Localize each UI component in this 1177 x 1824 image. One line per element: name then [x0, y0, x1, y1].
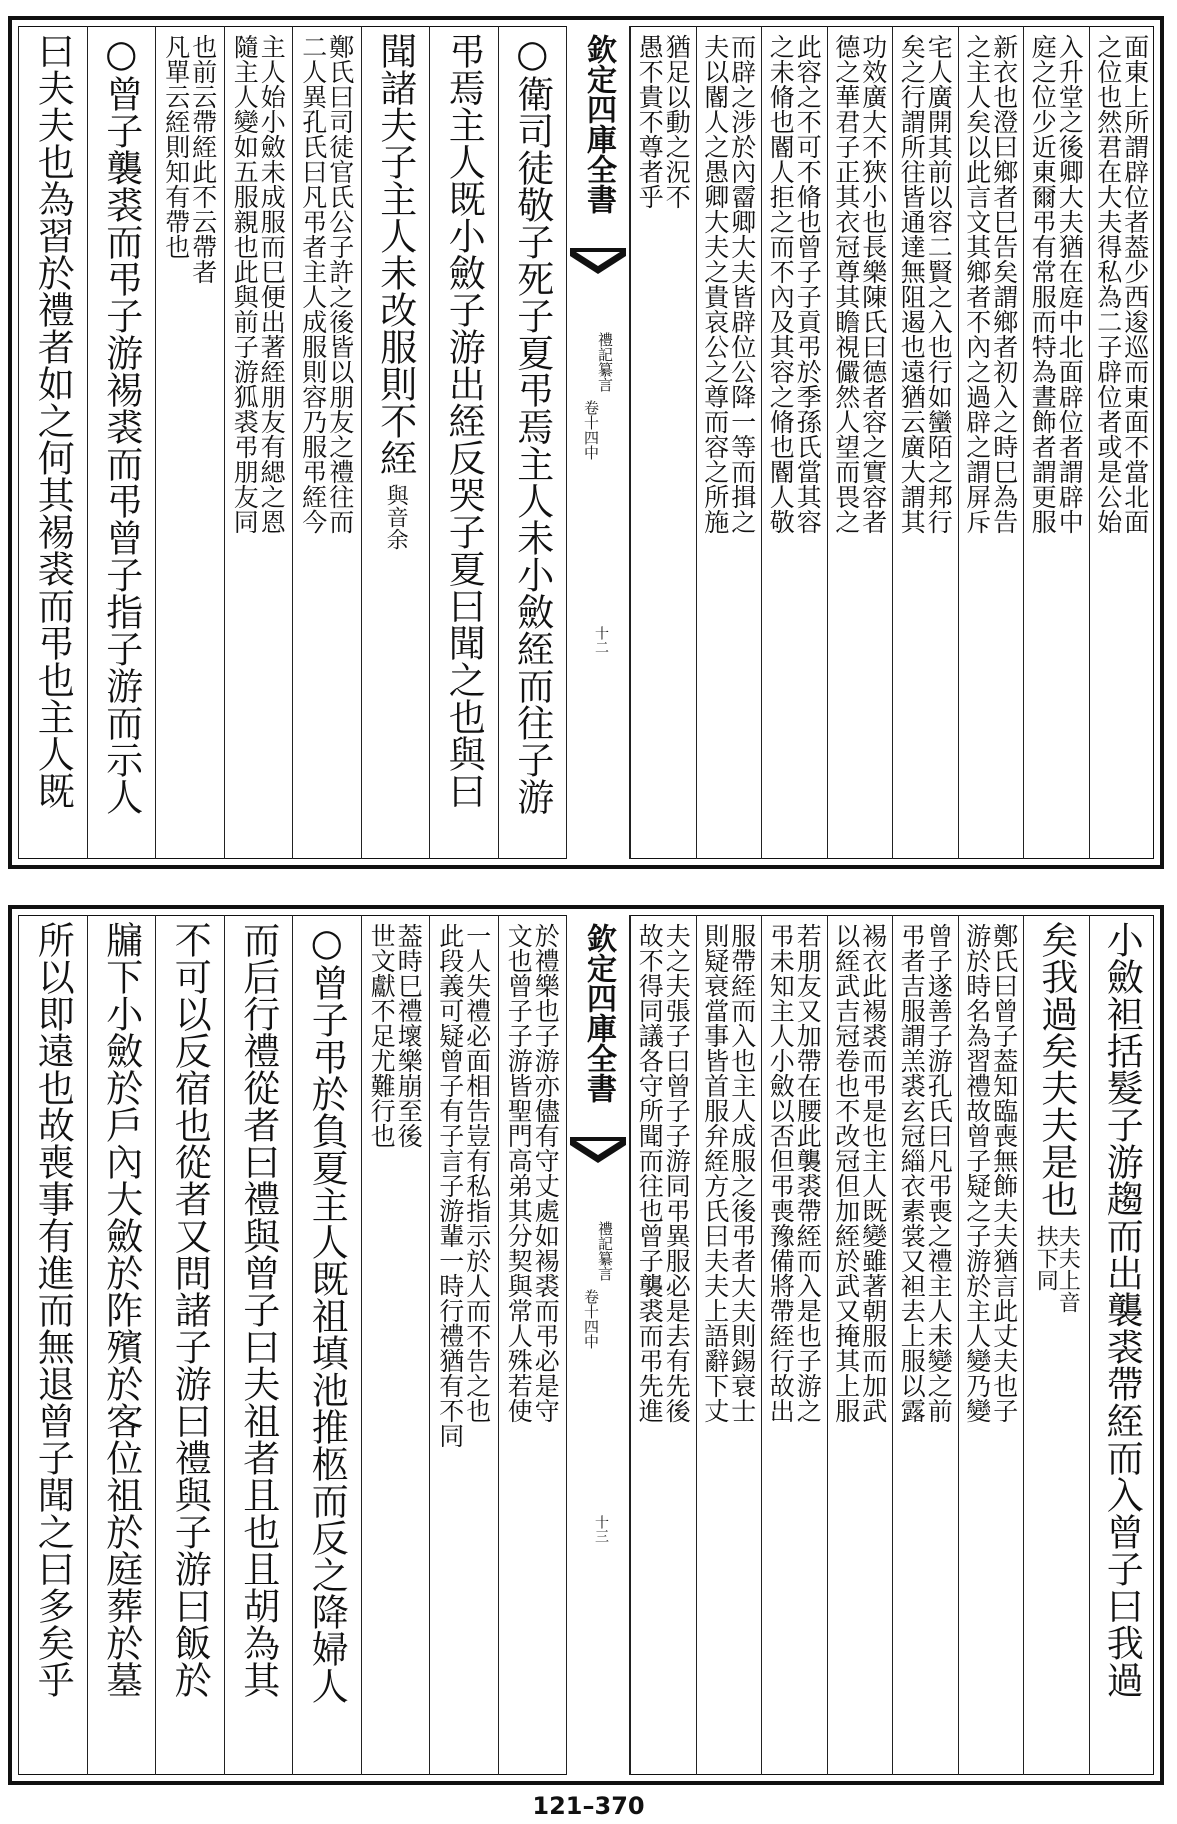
main-text: 聞諸夫子主人未改服則不絰	[373, 32, 417, 476]
top.left_cols-column	[155, 26, 224, 859]
commentary-line: 夫以閽人之愚卿大夫之貴哀公之尊而容之所施	[700, 34, 730, 534]
fish-tail-ornament	[570, 1137, 626, 1163]
top.right_cols-column	[696, 26, 762, 859]
commentary-line: 於禮樂也子游亦儘有守丈處如裼裘而弔必是守	[531, 923, 561, 1423]
top.right_cols-column	[958, 26, 1024, 859]
commentary-line: 夫之夫張子曰曾子子游同弔異服必是去有先後	[662, 923, 692, 1423]
commentary-line: 葢時巳禮壞樂崩至後	[394, 923, 424, 1148]
bottom.right_cols-column	[761, 915, 827, 1775]
commentary-line: 新衣也澄曰鄉者巳告矣謂鄉者初入之時巳為告	[989, 34, 1019, 534]
commentary-line: 若朋友又加帶在腰此襲裘帶絰而入是也子游之	[793, 923, 823, 1423]
bottom.left_cols-column	[155, 915, 224, 1775]
center-gutter-bottom	[566, 915, 630, 1775]
commentary-line: 游於時名為習禮故曾子疑之子游於主人變乃變	[962, 923, 992, 1423]
annotation-text: 夫夫上音扶下同	[1033, 1225, 1081, 1313]
commentary-line: 此段義可疑曾子有子言子游輩一時行禮猶有不同	[435, 923, 465, 1448]
commentary-line: 一人失禮必面相告豈有私指示於人而不告之也	[462, 923, 492, 1423]
commentary-line: 而辟之涉於內霤卿大夫皆辟位公降一等而揖之	[727, 34, 757, 534]
annotation-text: 與音余	[383, 484, 409, 550]
commentary-line: 之主人矣以此言文其鄉者不內之過辟之謂屏斥	[962, 34, 992, 534]
commentary-line: 之位也然君在大夫得私為二子辟位者或是公始	[1093, 34, 1123, 534]
commentary-line: 弔者吉服謂羔裘玄冠緇衣素裳又袒去上服以露	[897, 923, 927, 1423]
commentary-line: 矣之行謂所往皆通達無阻遏也遠猶云廣大謂其	[897, 34, 927, 534]
chapter-label: 卷十四中	[582, 1289, 600, 1349]
commentary-line: 裼衣此裼裘而弔是也主人既變雖著朝服而加武	[858, 923, 888, 1423]
bottom.left_cols-column	[87, 915, 156, 1775]
commentary-line: 入升堂之後卿大夫猶在庭中北面辟位者謂辟中	[1055, 34, 1085, 534]
top.left_cols-column	[498, 26, 567, 859]
main-text: 牖下小斂於戶內大斂於阼殯於客位祖於庭葬於墓	[99, 921, 143, 1698]
main-text: ○曾子弔於負夏主人既祖填池推柩而反之降婦人	[305, 921, 349, 1704]
commentary-line: 此容之不可不脩也曾子子貢弔於季孫氏當其容	[793, 34, 823, 534]
bottom.right_cols-column	[1023, 915, 1089, 1775]
top.left_cols-column	[87, 26, 156, 859]
commentary-line: 則疑衰當事皆首服弁絰方氏曰夫夫上語辭下丈	[700, 923, 730, 1423]
main-text: 矣我過矣夫夫是也	[1034, 921, 1078, 1217]
bottom.right_cols-column	[958, 915, 1024, 1775]
book-name: 禮記纂言	[596, 332, 614, 392]
commentary-line: 曾子遂善子游孔氏曰凡弔喪之禮主人未變之前	[924, 923, 954, 1423]
center-gutter-top	[566, 26, 630, 859]
bottom.right_cols-column	[1089, 915, 1155, 1775]
main-text: 而后行禮從者曰禮與曾子曰夫祖者且也且胡為其	[236, 921, 280, 1698]
bottom.left_cols-column	[361, 915, 430, 1775]
commentary-line: 凡單云絰則知有帶也	[161, 34, 191, 259]
bottom.left_cols-column	[498, 915, 567, 1775]
commentary-line: 弔未知主人小斂以否但弔喪豫備將帶絰行故出	[766, 923, 796, 1423]
main-text: 所以即遠也故喪事有進而無退曾子聞之曰多矣乎	[31, 921, 75, 1698]
commentary-line: 二人異孔氏曰凡弔者主人成服則容乃服弔絰今	[298, 34, 328, 534]
commentary-line: 世文獻不足尤難行也	[367, 923, 397, 1148]
commentary-line: 宅人廣開其前以容二賢之入也行如蠻陌之邦行	[924, 34, 954, 534]
commentary-line: 鄭氏曰司徒官氏公子許之後皆以朋友之禮往而	[325, 34, 355, 534]
commentary-line: 文也曾子子游皆聖門高弟其分契與常人殊若使	[504, 923, 534, 1423]
fish-tail-ornament	[570, 248, 626, 274]
top.left_cols-column	[361, 26, 430, 859]
top.right_cols-column	[892, 26, 958, 859]
bottom.right_cols-column	[630, 915, 696, 1775]
bottom.right_cols-column	[892, 915, 958, 1775]
main-text: 弔焉主人既小斂子游出絰反哭子夏曰聞之也與曰	[442, 32, 486, 809]
top.right_cols-column	[630, 26, 696, 859]
top.left_cols-column	[18, 26, 87, 859]
page-number: 十二	[593, 626, 609, 654]
bottom.left_cols-column	[429, 915, 498, 1775]
commentary-line: 之未脩也閽人拒之而不內及其容之脩也閽人敬	[766, 34, 796, 534]
top.right_cols-column	[1023, 26, 1089, 859]
commentary-line: 以絰武吉冠卷也不改冠但加絰於武又掩其上服	[831, 923, 861, 1423]
top.right_cols-column	[827, 26, 893, 859]
bottom.left_cols-column	[224, 915, 293, 1775]
commentary-line: 面東上所謂辟位者葢少西逡巡而東面不當北面	[1120, 34, 1150, 534]
page-footer-number: 121–370	[532, 1792, 645, 1820]
commentary-line: 德之華君子正其衣冠尊其瞻視儼然人望而畏之	[831, 34, 861, 534]
commentary-line: 服帶絰而入也主人成服之後弔者大夫則錫衰士	[727, 923, 757, 1423]
commentary-line: 猶足以動之況不	[662, 34, 692, 209]
chapter-label: 卷十四中	[582, 400, 600, 460]
commentary-line: 故不得同議各守所聞而往也曾子襲裘而弔先進	[635, 923, 665, 1423]
commentary-line: 隨主人變如五服親也此與前子游狐裘弔朋友同	[230, 34, 260, 534]
page-top	[8, 16, 1164, 869]
top.left_cols-column	[224, 26, 293, 859]
bottom.right_cols-column	[696, 915, 762, 1775]
main-text: 不可以反宿也從者又問諸子游曰禮與子游曰飯於	[168, 921, 212, 1698]
commentary-line: 也前云帶絰此不云帶者	[188, 34, 218, 284]
main-text: ○曾子襲裘而弔子游裼裘而弔曾子指子游而示人	[99, 32, 143, 815]
commentary-line: 主人始小斂未成服而巳便出著絰朋友有緦之恩	[257, 34, 287, 534]
top.left_cols-column	[292, 26, 361, 859]
top.right_cols-column	[1089, 26, 1155, 859]
top.left_cols-column	[429, 26, 498, 859]
commentary-line: 功效廣大不狹小也長樂陳氏曰德者容之實容者	[858, 34, 888, 534]
book-title: 欽定四庫全書	[581, 923, 616, 1103]
main-text: 小斂袒括髮子游趨而出襲裘帶絰而入曾子曰我過	[1100, 921, 1144, 1698]
book-title: 欽定四庫全書	[581, 34, 616, 214]
commentary-line: 庭之位少近東爾弔有常服而特為晝飾者謂更服	[1028, 34, 1058, 534]
commentary-line: 鄭氏曰曾子葢知臨喪無飾夫夫猶言此丈夫也子	[989, 923, 1019, 1423]
top.right_cols-column	[761, 26, 827, 859]
main-text: ○衛司徒敬子死子夏弔焉主人未小斂絰而往子游	[510, 32, 554, 815]
book-name: 禮記纂言	[596, 1221, 614, 1281]
page-bottom	[8, 905, 1164, 1785]
main-text: 曰夫夫也為習於禮者如之何其裼裘而弔也主人既	[31, 32, 75, 809]
bottom.left_cols-column	[292, 915, 361, 1775]
bottom.right_cols-column	[827, 915, 893, 1775]
commentary-line: 愚不貴不尊者乎	[635, 34, 665, 209]
bottom.left_cols-column	[18, 915, 87, 1775]
page-number: 十三	[593, 1515, 609, 1543]
